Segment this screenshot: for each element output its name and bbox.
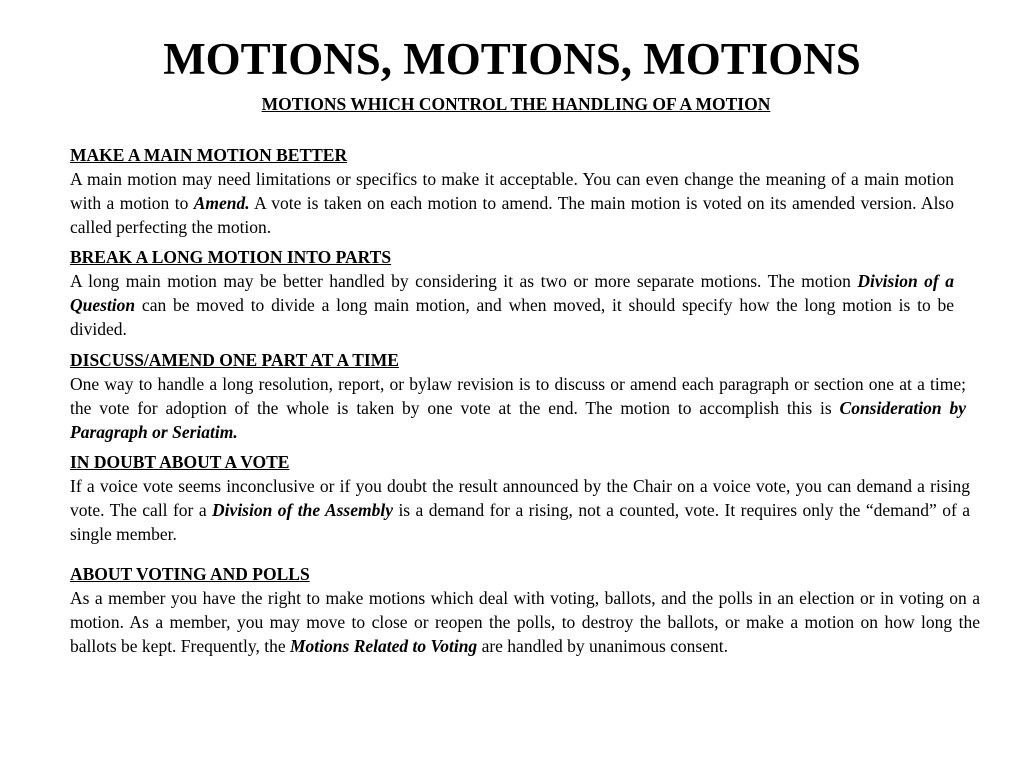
body-text: is a demand for a rising, not a counted, vote. It requires only the “demand” of a single member.: [70, 500, 970, 544]
section-body: [70, 269, 954, 341]
section-body: [70, 167, 954, 239]
page-title: MOTIONS, MOTIONS, MOTIONS: [163, 34, 861, 84]
body-text: A main motion may need limitations or specifics to make it acceptable. You can even change the meaning of a main motion with a motion to: [70, 169, 954, 213]
body-text: One way to handle a long resolution, report, or bylaw revision is to discuss or amend each paragraph or section one at a time; the vote for adoption of the whole is taken by one vote at the end. The motion to accomplish this is: [70, 374, 966, 418]
body-text: are handled by unanimous consent.: [477, 636, 728, 656]
section-heading: ABOUT VOTING AND POLLS: [70, 564, 310, 584]
motion-term: Consideration by Paragraph or Seriatim.: [70, 398, 966, 442]
body-text: A vote is taken on each motion to amend. The main motion is voted on its amended version. Also called perfecting the motion.: [70, 193, 954, 237]
section-voting-polls: [70, 562, 980, 658]
section-break-long-motion: [70, 245, 954, 341]
section-heading: IN DOUBT ABOUT A VOTE: [70, 452, 290, 472]
section-discuss-amend-part: [70, 348, 966, 444]
body-text: If a voice vote seems inconclusive or if you doubt the result announced by the Chair on a voice vote, you can demand a rising vote. The call for a: [70, 476, 970, 520]
body-text: As a member you have the right to make motions which deal with voting, ballots, and the polls in an election or in voting on a motion. As a member, you may move to close or reopen the polls, to destroy the ballots, or make a motion on how long the ballots be kept. Frequently, the: [70, 588, 980, 656]
section-heading: DISCUSS/AMEND ONE PART AT A TIME: [70, 350, 399, 370]
section-body: [70, 586, 980, 658]
section-doubt-vote: [70, 450, 970, 546]
section-body: [70, 474, 970, 546]
motion-term: Division of the Assembly: [212, 500, 393, 520]
motion-term: Division of a Question: [70, 271, 954, 315]
body-text: A long main motion may be better handled by considering it as two or more separate motions. The motion: [70, 271, 858, 291]
motion-term: Amend.: [193, 193, 250, 213]
section-main-motion-better: [70, 143, 954, 239]
motion-term: Motions Related to Voting: [290, 636, 478, 656]
page-subtitle: MOTIONS WHICH CONTROL THE HANDLING OF A MOTION: [261, 94, 771, 114]
section-heading: BREAK A LONG MOTION INTO PARTS: [70, 247, 392, 267]
section-body: [70, 372, 966, 444]
body-text: can be moved to divide a long main motion, and when moved, it should specify how the long motion is to be divided.: [70, 295, 954, 339]
section-heading: MAKE A MAIN MOTION BETTER: [70, 145, 348, 165]
